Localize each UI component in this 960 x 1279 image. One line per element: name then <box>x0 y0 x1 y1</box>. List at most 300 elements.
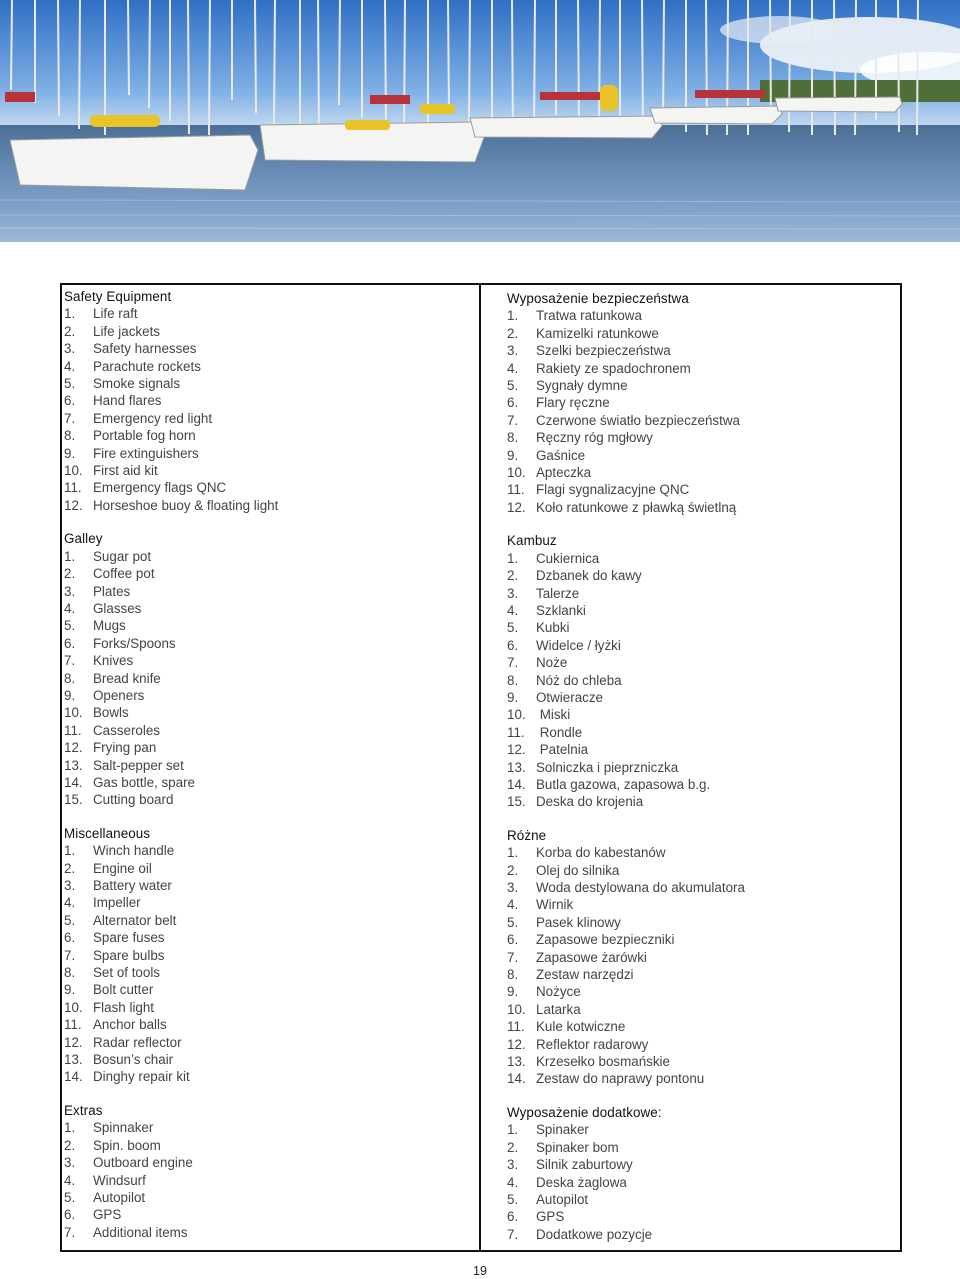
item-number: 4. <box>507 602 519 618</box>
mast <box>663 0 664 120</box>
item-text: Parachute rockets <box>93 358 201 374</box>
item-number: 5. <box>507 1191 519 1207</box>
item-number: 6. <box>507 1209 519 1225</box>
mast <box>318 0 319 135</box>
item-text: Ręczny róg mgłowy <box>536 430 653 446</box>
item-number: 4. <box>507 1174 519 1190</box>
item-text: Sugar pot <box>93 548 152 564</box>
list-item <box>64 981 479 998</box>
item-text: Horseshoe buoy & floating light <box>93 497 279 513</box>
list-item <box>507 672 900 689</box>
item-text: Engine oil <box>93 860 152 876</box>
item-number: 9. <box>507 689 519 705</box>
item-number: 7. <box>64 1224 76 1240</box>
item-text: Life raft <box>93 306 138 322</box>
item-text: Radar reflector <box>93 1034 182 1050</box>
item-text: Rakiety ze spadochronem <box>536 360 691 376</box>
list-item <box>64 1189 479 1206</box>
item-number: 5. <box>507 378 519 394</box>
item-number: 8. <box>64 428 76 444</box>
item-text: Gas bottle, spare <box>93 774 195 790</box>
list-item <box>64 375 479 392</box>
item-text: Deska żaglowa <box>536 1174 627 1190</box>
item-number: 2. <box>64 860 76 876</box>
item-number: 8. <box>64 965 76 981</box>
item-text: Spinaker <box>536 1122 589 1138</box>
item-text: Noże <box>536 655 568 671</box>
item-number: 7. <box>507 655 519 671</box>
list-item <box>507 394 900 411</box>
item-number: 4. <box>64 600 76 616</box>
mast <box>770 0 771 120</box>
list-item <box>64 548 479 565</box>
list-item <box>64 739 479 756</box>
item-text: Olej do silnika <box>536 862 620 878</box>
mast <box>255 0 256 113</box>
item-number: 2. <box>64 1137 76 1153</box>
item-text: Kubki <box>536 620 570 636</box>
item-number: 5. <box>64 376 76 392</box>
item-text: First aid kit <box>93 463 158 479</box>
item-text: Winch handle <box>93 843 175 859</box>
section-heading: Safety Equipment <box>64 289 172 304</box>
list-item <box>507 706 900 723</box>
item-text: Zapasowe żarówki <box>536 949 647 965</box>
item-text: Emergency red light <box>93 410 213 426</box>
list-item <box>64 1137 479 1154</box>
item-number: 10. <box>64 463 83 479</box>
item-text: Flary ręczne <box>536 395 610 411</box>
item-number: 4. <box>507 360 519 376</box>
section-heading: Kambuz <box>507 533 557 549</box>
list-item <box>64 497 479 514</box>
item-text: Czerwone światło bezpieczeństwa <box>536 412 740 428</box>
item-text: Forks/Spoons <box>93 635 176 651</box>
item-number: 11. <box>507 724 525 740</box>
item-number: 2. <box>507 325 519 341</box>
list-item <box>507 1139 900 1156</box>
item-number: 1. <box>507 845 519 861</box>
list-item <box>64 842 479 859</box>
item-text: Kule kotwiczne <box>536 1019 626 1035</box>
item-number: 7. <box>507 412 519 428</box>
list-item <box>64 1034 479 1051</box>
item-number: 10. <box>64 705 83 721</box>
item-text: Spinnaker <box>93 1120 154 1136</box>
list-item <box>507 1156 900 1173</box>
item-text: Nóż do chleba <box>536 672 622 688</box>
list-item <box>507 637 900 654</box>
item-number: 1. <box>64 1120 76 1136</box>
list-item <box>64 583 479 600</box>
list-item <box>64 462 479 479</box>
item-text: Silnik zaburtowy <box>536 1157 633 1173</box>
item-text: Hand flares <box>93 393 162 409</box>
list-item <box>507 1208 900 1225</box>
item-number: 6. <box>64 930 76 946</box>
list-item <box>507 844 900 861</box>
list-item <box>507 1191 900 1208</box>
section-heading: Galley <box>64 531 103 547</box>
item-number: 1. <box>64 548 76 564</box>
checklist-section <box>507 1104 900 1243</box>
item-text: Solniczka i pieprzniczka <box>536 759 679 775</box>
item-number: 10. <box>507 1001 526 1017</box>
list-item <box>507 759 900 776</box>
list-item <box>507 550 900 567</box>
mast <box>578 0 579 128</box>
item-text: Salt-pepper set <box>93 757 184 773</box>
list-item <box>507 931 900 948</box>
mast <box>898 0 899 132</box>
list-item <box>507 619 900 636</box>
item-number: 5. <box>64 618 76 634</box>
list-item <box>507 966 900 983</box>
list-item <box>507 567 900 584</box>
list-item <box>64 791 479 808</box>
item-text: Wirnik <box>536 897 574 913</box>
list-item <box>64 305 479 322</box>
list-item <box>64 1172 479 1189</box>
list-item <box>507 776 900 793</box>
mast <box>599 0 600 135</box>
list-item <box>507 724 900 741</box>
mast <box>385 0 386 131</box>
mast <box>149 0 150 108</box>
item-number: 3. <box>64 878 76 893</box>
item-number: 15. <box>64 792 83 808</box>
list-item <box>64 757 479 774</box>
checklist-section <box>64 1102 479 1241</box>
list-item <box>64 652 479 669</box>
list-item <box>507 896 900 913</box>
item-text: Openers <box>93 687 145 703</box>
item-number: 13. <box>507 1054 526 1070</box>
item-text: Additional items <box>93 1224 188 1240</box>
mast <box>534 0 535 135</box>
item-text: Reflektor radarowy <box>536 1036 649 1052</box>
section-heading: Miscellaneous <box>64 825 151 841</box>
list-item <box>64 947 479 964</box>
section-heading: Wyposażenie dodatkowe: <box>507 1104 662 1120</box>
item-number: 2. <box>64 323 76 339</box>
item-text: Spare bulbs <box>93 947 165 963</box>
item-text: Widelce / łyżki <box>536 637 621 653</box>
list-item <box>507 1121 900 1138</box>
item-text: Szklanki <box>536 602 586 618</box>
list-item <box>507 983 900 1000</box>
item-number: 6. <box>64 393 76 409</box>
mast <box>274 0 275 126</box>
item-text: Szelki bezpieczeństwa <box>536 343 671 359</box>
item-number: 1. <box>64 843 76 859</box>
item-number: 13. <box>507 759 526 775</box>
item-number: 15. <box>507 794 526 810</box>
mast <box>58 0 59 116</box>
list-item <box>507 1053 900 1070</box>
item-text: Spinaker bom <box>536 1139 619 1155</box>
mast <box>855 0 856 135</box>
item-number: 5. <box>64 912 76 928</box>
item-number: 7. <box>64 947 76 963</box>
list-item <box>507 429 900 446</box>
item-text: Spin. boom <box>93 1137 161 1153</box>
list-item <box>507 307 900 324</box>
item-text: Fire extinguishers <box>93 445 199 461</box>
item-text: Patelnia <box>536 742 589 758</box>
item-text: Korba do kabestanów <box>536 845 666 861</box>
item-text: Bolt cutter <box>93 982 154 998</box>
item-text: Casseroles <box>93 722 160 738</box>
list-item <box>507 949 900 966</box>
item-number: 1. <box>507 550 519 566</box>
item-number: 8. <box>507 967 519 983</box>
item-number: 4. <box>64 1172 76 1188</box>
item-text: Glasses <box>93 600 142 616</box>
list-item <box>64 1206 479 1223</box>
list-item <box>64 479 479 496</box>
item-number: 12. <box>507 742 526 758</box>
mast <box>79 0 80 129</box>
mast <box>917 0 918 135</box>
item-text: Gaśnice <box>536 447 586 463</box>
list-item <box>507 325 900 342</box>
item-text: Dodatkowe pozycje <box>536 1226 653 1242</box>
item-number: 8. <box>64 670 76 686</box>
item-number: 5. <box>507 914 519 930</box>
mast <box>11 0 12 90</box>
equipment-checklist-table <box>60 283 902 1252</box>
mast <box>469 0 470 123</box>
item-number: 7. <box>507 949 519 965</box>
item-text: Zestaw narzędzi <box>536 967 634 983</box>
item-number: 9. <box>64 687 76 703</box>
marina-illustration <box>0 0 960 242</box>
checklist-section <box>507 290 900 516</box>
item-text: Flagi sygnalizacyjne QNC <box>536 482 690 498</box>
list-item <box>64 1016 479 1033</box>
item-text: Alternator belt <box>93 912 177 928</box>
list-item <box>64 912 479 929</box>
list-item <box>64 617 479 634</box>
item-number: 4. <box>64 895 76 911</box>
item-number: 4. <box>64 358 76 374</box>
list-item <box>507 1018 900 1035</box>
marina-photo <box>0 0 960 242</box>
item-number: 11. <box>507 482 525 498</box>
list-item <box>64 860 479 877</box>
page-number: 19 <box>473 1264 487 1278</box>
item-number: 1. <box>64 306 76 322</box>
item-number: 9. <box>507 447 519 463</box>
item-number: 11. <box>64 480 82 496</box>
item-number: 7. <box>507 1226 519 1242</box>
item-text: Otwieracze <box>536 689 603 705</box>
list-item <box>507 654 900 671</box>
list-item <box>507 447 900 464</box>
list-item <box>64 1224 479 1241</box>
item-text: Mugs <box>93 618 126 634</box>
section-heading: Extras <box>64 1102 103 1118</box>
item-text: Butla gazowa, zapasowa b.g. <box>536 776 711 792</box>
list-item <box>64 427 479 444</box>
item-text: Impeller <box>93 895 141 911</box>
list-item <box>64 687 479 704</box>
list-item <box>64 999 479 1016</box>
item-text: Krzesełko bosmańskie <box>536 1054 670 1070</box>
list-item <box>507 879 900 896</box>
list-item <box>64 1119 479 1136</box>
item-text: Koło ratunkowe z pławką świetlną <box>536 499 737 515</box>
item-text: Emergency flags QNC <box>93 480 227 496</box>
item-number: 2. <box>507 568 519 584</box>
list-item <box>507 602 900 619</box>
item-number: 3. <box>507 880 519 895</box>
item-text: Life jackets <box>93 323 160 339</box>
item-number: 1. <box>507 1122 519 1138</box>
list-item <box>64 445 479 462</box>
item-number: 14. <box>507 776 526 792</box>
item-number: 11. <box>64 722 82 738</box>
item-text: Bosun’s chair <box>93 1052 174 1068</box>
list-item <box>507 862 900 879</box>
list-item <box>507 412 900 429</box>
item-text: Dinghy repair kit <box>93 1069 190 1085</box>
item-number: 10. <box>507 707 526 723</box>
checklist-section <box>507 827 900 1088</box>
list-item <box>507 1036 900 1053</box>
item-number: 2. <box>64 566 76 582</box>
list-item <box>507 342 900 359</box>
item-number: 13. <box>64 757 83 773</box>
item-number: 3. <box>507 585 519 601</box>
list-item <box>64 722 479 739</box>
item-text: Battery water <box>93 878 172 893</box>
list-item <box>64 565 479 582</box>
list-item <box>64 1068 479 1085</box>
list-item <box>64 894 479 911</box>
item-text: Frying pan <box>93 740 157 756</box>
mast <box>642 0 643 135</box>
item-text: Windsurf <box>93 1172 146 1188</box>
item-text: Pasek klinowy <box>536 914 621 930</box>
item-number: 14. <box>64 1069 83 1085</box>
item-text: Knives <box>93 653 134 669</box>
item-text: Autopilot <box>93 1189 146 1205</box>
list-item <box>64 635 479 652</box>
item-number: 12. <box>64 497 83 513</box>
item-number: 3. <box>64 583 76 599</box>
item-text: Anchor balls <box>93 1017 167 1033</box>
item-number: 8. <box>507 672 519 688</box>
item-number: 9. <box>64 982 76 998</box>
list-item <box>64 964 479 981</box>
list-item <box>507 499 900 516</box>
item-number: 9. <box>507 984 519 1000</box>
item-number: 11. <box>64 1017 82 1033</box>
item-text: GPS <box>93 1207 122 1223</box>
item-number: 2. <box>507 862 519 878</box>
list-item <box>507 585 900 602</box>
item-text: GPS <box>536 1209 565 1225</box>
mast <box>448 0 449 110</box>
list-item <box>64 358 479 375</box>
item-text: Cukiernica <box>536 550 600 566</box>
checklist-section <box>507 532 900 811</box>
item-text: Bread knife <box>93 670 161 686</box>
mast <box>209 0 210 135</box>
item-text: Flash light <box>93 999 155 1015</box>
list-item <box>64 600 479 617</box>
item-number: 6. <box>507 637 519 653</box>
item-number: 2. <box>507 1139 519 1155</box>
item-text: Rondle <box>536 724 583 740</box>
item-number: 3. <box>64 1155 76 1171</box>
mast <box>188 0 189 134</box>
mast <box>339 0 340 105</box>
item-number: 6. <box>64 635 76 651</box>
item-text: Miski <box>536 707 571 723</box>
item-text: Zestaw do naprawy pontonu <box>536 1071 705 1087</box>
item-number: 7. <box>64 653 76 669</box>
list-item <box>64 704 479 721</box>
item-number: 1. <box>507 308 519 324</box>
item-number: 13. <box>64 1052 83 1068</box>
item-text: Autopilot <box>536 1191 589 1207</box>
item-text: Sygnały dymne <box>536 378 628 394</box>
item-text: Apteczka <box>536 465 592 481</box>
list-item <box>507 689 900 706</box>
list-item <box>64 929 479 946</box>
item-text: Woda destylowana do akumulatora <box>536 880 745 895</box>
list-item <box>64 1154 479 1171</box>
item-number: 8. <box>507 430 519 446</box>
item-number: 11. <box>507 1019 525 1035</box>
item-number: 12. <box>64 1034 83 1050</box>
polish-column <box>481 285 900 1250</box>
item-number: 5. <box>64 1189 76 1205</box>
item-number: 12. <box>507 1036 526 1052</box>
item-number: 3. <box>507 343 519 359</box>
item-number: 10. <box>64 999 83 1015</box>
list-item <box>64 410 479 427</box>
list-item <box>507 1174 900 1191</box>
item-text: Outboard engine <box>93 1155 193 1171</box>
list-item <box>507 793 900 810</box>
checklist-section <box>64 530 479 809</box>
item-text: Spare fuses <box>93 930 165 946</box>
item-text: Deska do krojenia <box>536 794 644 810</box>
item-number: 3. <box>507 1157 519 1173</box>
item-number: 6. <box>507 395 519 411</box>
item-text: Kamizelki ratunkowe <box>536 325 659 341</box>
list-item <box>64 877 479 894</box>
list-item <box>64 774 479 791</box>
list-item <box>507 741 900 758</box>
item-number: 6. <box>64 1207 76 1223</box>
item-number: 14. <box>64 774 83 790</box>
item-number: 7. <box>64 410 76 426</box>
item-number: 12. <box>64 740 83 756</box>
item-number: 3. <box>64 341 76 357</box>
item-text: Latarka <box>536 1001 581 1017</box>
list-item <box>64 1051 479 1068</box>
list-item <box>507 1226 900 1243</box>
mast <box>512 0 513 135</box>
mast <box>128 0 129 95</box>
list-item <box>507 1001 900 1018</box>
item-number: 4. <box>507 897 519 913</box>
